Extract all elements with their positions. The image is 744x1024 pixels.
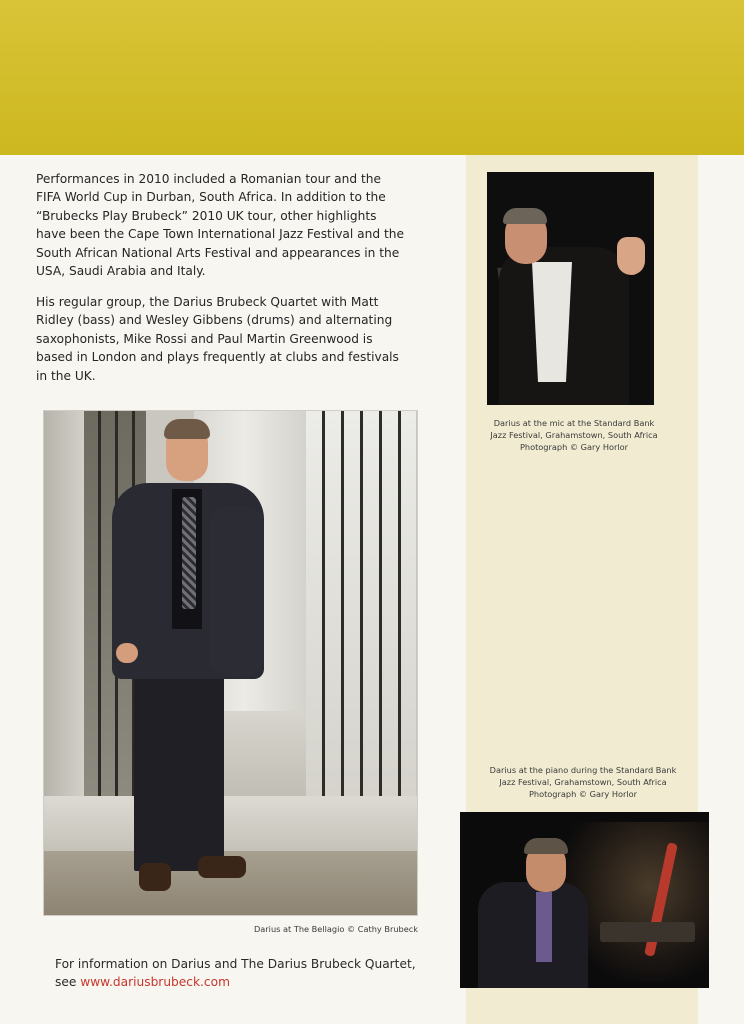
caption-line: Jazz Festival, Grahamstown, South Africa [499, 777, 667, 787]
iron-gate-right [306, 411, 416, 811]
footer-text: For information on Darius and The Darius Brubeck Quartet, [55, 957, 416, 971]
figure-body [478, 882, 588, 988]
footer-see: see [55, 975, 81, 990]
figure-shoe-right [198, 856, 246, 878]
caption-line: Photograph © Gary Horlor [528, 789, 638, 799]
caption-bellagio-photo: Darius at The Bellagio © Cathy Brubeck [253, 924, 418, 934]
paragraph-regular-group: His regular group, the Darius Brubeck Quartet with Matt Ridley (bass) and Wesley Gibbens (drums) and alternating saxophonists, Mike Rossi and Paul Martin Greenwood is based in London and plays frequently at clubs and festivals in the UK. [36, 295, 399, 383]
caption-piano-photo [474, 764, 692, 800]
figure-shirt [536, 892, 552, 962]
paragraph-performances: Performances in 2010 included a Romanian tour and the FIFA World Cup in Durban, South Africa. In addition to the “Brubecks Play Brubeck” 2010 UK tour, other highlights have been the Cape Town International Jazz Festival and the South African National Arts Festival and appearances in the USA, Saudi Arabia and Italy. [36, 172, 404, 279]
figure-hair [503, 208, 547, 224]
caption-line: Darius at the mic at the Standard Bank [493, 418, 655, 428]
caption-line: Darius at the piano during the Standard Bank [489, 765, 677, 775]
figure-shoe-left [139, 863, 171, 891]
figure-hair [524, 838, 568, 854]
figure-raised-hand [617, 237, 645, 275]
photo-darius-at-mic [487, 172, 654, 405]
figure-arm [209, 506, 264, 676]
piano [600, 922, 695, 942]
figure-hair [164, 419, 210, 439]
caption-line: Jazz Festival, Grahamstown, South Africa [490, 430, 658, 440]
caption-line: Photograph © Gary Horlor [519, 442, 629, 452]
figure-tie [182, 497, 196, 609]
figure-hand [116, 643, 138, 663]
website-link[interactable]: www.dariusbrubeck.com [80, 975, 230, 990]
top-color-band [0, 0, 744, 155]
caption-mic-photo [474, 417, 674, 453]
photo-darius-at-piano [460, 812, 709, 988]
photo-darius-at-bellagio [44, 411, 417, 915]
footer-info [55, 955, 455, 992]
stone-step [44, 796, 417, 851]
figure-shirt [532, 262, 572, 382]
